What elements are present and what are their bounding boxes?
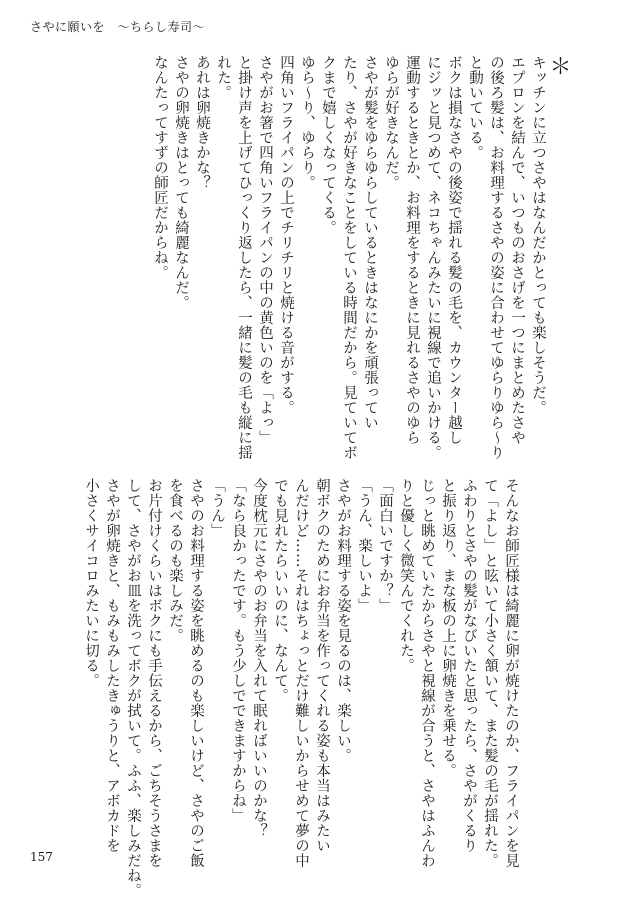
text-line: なんたってすずの師匠だからね。 (152, 55, 168, 280)
text-line: と振り返り、まな板の上に卵焼きを乗せる。 (440, 478, 456, 778)
text-line: と動いている。 (467, 55, 483, 160)
text-line: ゆら〜り、ゆらり。 (299, 55, 315, 190)
text-line: あれは卵焼きかな？ (194, 55, 210, 190)
text-line: じっと眺めていたからさやと視線が合うと、さやはふんわ (419, 478, 435, 868)
text-line: さやがお箸で四角いフライパンの中の黄色いのを「よっ」 (257, 55, 273, 445)
text-line: して、さやがお皿を洗ってボクが拭いて。ふふ、楽しみだね。 (125, 478, 141, 898)
text-line: 「なら良かったです。もう少しでできますからね」 (230, 478, 246, 823)
text-line: さやの卵焼きはとっても綺麗なんだ。 (173, 55, 189, 310)
text-line: 今度枕元にさやのお弁当を入れて眠ればいいのかな？ (251, 478, 267, 838)
text-line: ゆらが好きなんだ。 (383, 55, 399, 190)
text-line: 「うん」 (209, 478, 225, 538)
text-line: んだけど……それはちょっとだけ難しいからせめて夢の中 (293, 478, 309, 868)
text-line: さやのお料理する姿を眺めるのも楽しいけど、さやのご飯 (188, 478, 204, 868)
page-number: 157 (30, 850, 53, 864)
text-line: キッチンに立つさやはなんだかとっても楽しそうだ。 (530, 55, 546, 415)
text-line: 四角いフライパンの上でチリチリと焼ける音がする。 (278, 55, 294, 415)
section-break-mark: ＊ (546, 55, 571, 77)
text-line: を食べるのも楽しみだ。 (167, 478, 183, 643)
text-line: さやが髪をゆらゆらしているときはなにかを頑張ってい (362, 55, 378, 430)
text-line: たり、さやが好きなことをしている時間だから。見ていてボ (341, 55, 357, 460)
text-line: 小さくサイコロみたいに切る。 (83, 478, 99, 688)
text-line: 「面白いですか？」 (377, 478, 393, 613)
text-line: りと優しく微笑んでくれた。 (398, 478, 414, 673)
text-line: 朝ボクのためにお弁当を作ってくれる姿も本当はみたい (314, 478, 330, 853)
text-line: の後ろ髪は、お料理するさやの姿に合わせてゆらりゆら〜り (488, 55, 504, 460)
text-line: クまで嬉しくなってくる。 (320, 55, 336, 235)
text-line: でも見れたらいいのに、なんて。 (272, 478, 288, 703)
text-line: れた。 (215, 55, 231, 100)
upper-text-block (149, 55, 571, 460)
text-line: と掛け声を上げてひっくり返したら、一緒に髪の毛も縦に揺 (236, 55, 252, 460)
text-line: さやがお料理する姿を見るのは、楽しい。 (335, 478, 351, 763)
text-line: お片付けくらいはボクにも手伝えるから、ごちそうさまを (146, 478, 162, 868)
text-line: て「よし」と呟いて小さく頷いて、また髪の毛が揺れた。 (482, 478, 498, 868)
text-line: にジッと見つめて、ネコちゃんみたいに視線で追いかける。 (425, 55, 441, 460)
text-line: 「うん、楽しいよ」 (356, 478, 372, 613)
lower-text-block (80, 478, 521, 898)
text-line: 運動するときとか、お料理をするときに見れるさやのゆら (404, 55, 420, 445)
running-header: さやに願いを 〜ちらし寿司〜 (30, 20, 206, 34)
text-line: ボクは損なさやの後姿で揺れる髪の毛を、カウンター越し (446, 55, 462, 445)
text-line: さやが卵焼きと、もみもみしたきゅうりと、アボカドを (104, 478, 120, 853)
text-line: エプロンを結んで、いつものおさげを一つにまとめたさや (509, 55, 525, 445)
text-line: そんなお師匠様は綺麗に卵が焼けたのか、フライパンを見 (503, 478, 519, 868)
text-line: ふわりとさやの髪がなびいたと思ったら、さやがくるり (461, 478, 477, 853)
